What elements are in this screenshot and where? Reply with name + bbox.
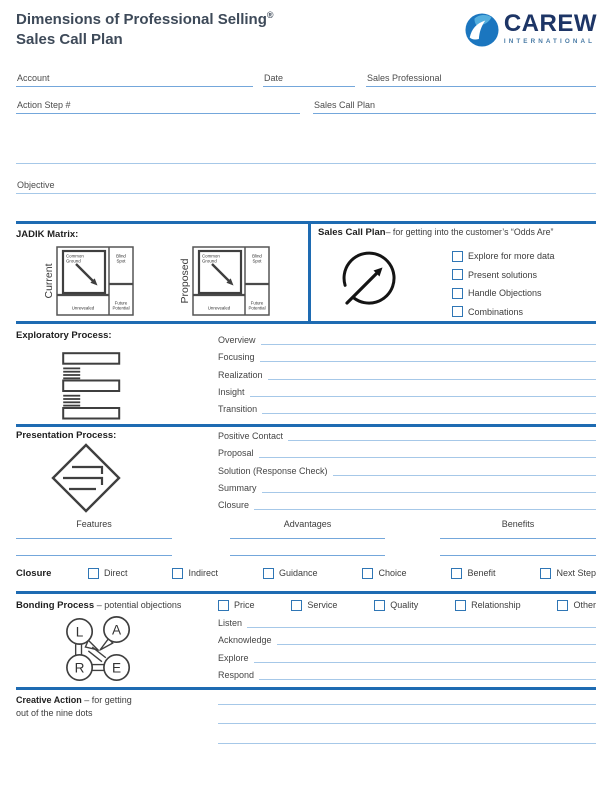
checkbox[interactable] (291, 600, 302, 611)
features-input-line[interactable] (16, 538, 172, 539)
jadik-matrix-icon (192, 246, 270, 316)
checkbox[interactable] (88, 568, 99, 579)
svg-text:Common: Common (202, 253, 220, 259)
field-row (218, 724, 596, 743)
advantages-input-line[interactable] (230, 538, 385, 539)
field-row (218, 380, 596, 397)
positive-contact-label: Positive Contact (218, 431, 284, 442)
panel-divider (308, 221, 311, 323)
brand-subtitle: INTERNATIONAL (503, 37, 596, 45)
option-present-solutions[interactable] (452, 266, 555, 285)
checkbox-label: Direct (104, 568, 128, 578)
svg-text:Unrevealed: Unrevealed (207, 305, 231, 311)
sales-call-plan-field[interactable] (313, 96, 596, 114)
exploratory-fields (218, 328, 596, 414)
svg-text:Unrevealed: Unrevealed (71, 305, 95, 311)
checkbox[interactable] (452, 251, 463, 262)
svg-text:E: E (112, 660, 122, 676)
section-divider (16, 321, 596, 324)
call-plan-heading-bold: Sales Call Plan (318, 227, 386, 238)
explore-label: Explore (218, 652, 249, 663)
option-service[interactable] (291, 600, 337, 611)
checkbox[interactable] (218, 600, 229, 611)
proposal-label: Proposal (218, 448, 254, 459)
field-row (218, 705, 596, 724)
features-input-line[interactable] (16, 555, 172, 556)
benefits-column-label: Benefits (501, 519, 535, 529)
enter-arrow-circle-icon (336, 247, 400, 311)
option-benefit[interactable] (451, 568, 495, 579)
account-field[interactable] (16, 69, 253, 87)
svg-text:Blind: Blind (116, 253, 126, 259)
svg-text:Blind: Blind (252, 253, 262, 259)
checkbox[interactable] (452, 269, 463, 280)
checkbox[interactable] (557, 600, 568, 611)
brand-name: CAREW (503, 10, 597, 37)
field-row (218, 493, 596, 510)
laer-model-icon (58, 612, 142, 686)
date-field[interactable] (263, 69, 355, 87)
bonding-heading-bold: Bonding Process (16, 599, 95, 611)
advantages-column-label: Advantages (283, 519, 332, 529)
option-direct[interactable] (88, 568, 128, 579)
features-column-label: Features (76, 519, 112, 529)
insight-label: Insight (218, 386, 245, 397)
creative-heading-bold: Creative Action (16, 695, 82, 705)
option-other[interactable] (557, 600, 596, 611)
creative-input-line[interactable] (218, 742, 596, 744)
summary-label: Summary (218, 482, 257, 493)
svg-text:Spot: Spot (116, 258, 126, 264)
option-indirect[interactable] (172, 568, 218, 579)
checkbox[interactable] (452, 306, 463, 317)
presentation-process-icon (50, 442, 122, 514)
svg-text:Common: Common (66, 253, 84, 259)
bonding-heading-rest: – potential objections (96, 599, 182, 610)
option-quality[interactable] (374, 600, 418, 611)
registered-mark: ® (266, 10, 274, 20)
checkbox[interactable] (172, 568, 183, 579)
closure-heading: Closure (16, 567, 52, 579)
jadik-heading: JADIK Matrix: (16, 229, 79, 240)
objective-label: Objective (17, 180, 55, 190)
call-plan-panel-heading (318, 227, 553, 238)
checkbox-label: Price (234, 600, 255, 610)
checkbox-label: Next Step (556, 568, 596, 578)
field-row (218, 441, 596, 458)
svg-text:Future: Future (250, 300, 264, 306)
checkbox[interactable] (455, 600, 466, 611)
field-row (218, 476, 596, 493)
option-handle-objections[interactable] (452, 284, 555, 303)
call-plan-heading-rest: – for getting into the customer’s “Odds Are” (385, 227, 554, 237)
svg-text:R: R (74, 660, 85, 676)
checkbox-label: Guidance (278, 568, 318, 578)
svg-text:Future: Future (114, 300, 128, 306)
listen-label: Listen (218, 618, 243, 629)
carew-logo-icon (465, 13, 499, 47)
benefits-input-line[interactable] (440, 538, 596, 539)
transition-input-line[interactable] (262, 412, 596, 414)
closure-field-label: Closure (218, 499, 250, 510)
svg-text:Ground: Ground (66, 258, 81, 264)
action-step-label: Action Step # (17, 100, 71, 110)
checkbox[interactable] (362, 568, 373, 579)
call-plan-options (452, 247, 555, 321)
title-line2: Sales Call Plan (16, 31, 123, 49)
solution-response-check-label: Solution (Response Check) (218, 465, 328, 476)
field-row (218, 424, 596, 441)
field-row (218, 663, 596, 680)
field-row (218, 686, 596, 705)
creative-heading-rest: – for getting (84, 695, 132, 705)
jadik-matrix-icon (56, 246, 134, 316)
svg-text:Spot: Spot (252, 258, 262, 264)
creative-heading-line2: out of the nine dots (16, 708, 93, 718)
advantages-input-line[interactable] (230, 555, 385, 556)
matrix-current-label: Current (43, 263, 55, 299)
checkbox-label: Indirect (188, 568, 218, 578)
option-combinations[interactable] (452, 303, 555, 322)
continuation-line[interactable] (16, 163, 596, 164)
field-row (218, 397, 596, 414)
transition-label: Transition (218, 403, 258, 414)
sales-call-plan-label: Sales Call Plan (314, 100, 376, 110)
svg-text:Potential: Potential (112, 305, 130, 311)
checkbox-label: Choice (378, 568, 407, 578)
checkbox-label: Present solutions (468, 269, 538, 280)
objective-field[interactable] (16, 176, 596, 194)
field-row (218, 628, 596, 645)
bonding-heading (16, 600, 218, 611)
checkbox[interactable] (451, 568, 462, 579)
date-label: Date (264, 73, 284, 83)
checkbox[interactable] (452, 288, 463, 299)
checkbox-label: Benefit (467, 568, 496, 578)
option-explore-for-more-data[interactable] (452, 247, 555, 266)
closure-row (16, 564, 596, 582)
field-row (218, 362, 596, 379)
option-relationship[interactable] (455, 600, 521, 611)
field-row (218, 611, 596, 628)
acknowledge-label: Acknowledge (218, 635, 272, 646)
checkbox[interactable] (540, 568, 551, 579)
carew-logo (465, 10, 597, 47)
checkbox[interactable] (374, 600, 385, 611)
realization-label: Realization (218, 369, 263, 380)
checkbox-label: Explore for more data (468, 251, 555, 262)
checkbox[interactable] (263, 568, 274, 579)
section-divider (16, 591, 596, 594)
bonding-fields (218, 611, 596, 680)
option-price[interactable] (218, 600, 255, 611)
matrix-proposed-label: Proposed (179, 258, 191, 304)
title-line1: Dimensions of Professional Selling (16, 11, 267, 28)
overview-label: Overview (218, 335, 256, 346)
sales-professional-label: Sales Professional (367, 73, 442, 83)
checkbox-label: Handle Objections (468, 288, 542, 299)
option-next-step[interactable] (540, 568, 596, 579)
checkbox-label: Relationship (471, 600, 521, 610)
closure-input-line[interactable] (254, 508, 596, 510)
jadik-matrix-proposed (178, 246, 270, 316)
svg-text:Potential: Potential (248, 305, 266, 311)
carew-logo-text (503, 10, 597, 45)
respond-label: Respond (218, 669, 255, 680)
checkbox-label: Service (307, 600, 338, 610)
creative-action-lines (218, 686, 596, 744)
field-row (218, 345, 596, 362)
jadik-matrix-current (42, 246, 134, 316)
option-choice[interactable] (362, 568, 406, 579)
presentation-fields (218, 424, 596, 510)
checkbox-label: Quality (390, 600, 419, 610)
svg-text:A: A (112, 622, 122, 638)
section-divider (16, 221, 596, 224)
action-step-field[interactable] (16, 96, 300, 114)
presentation-heading: Presentation Process: (16, 430, 117, 441)
creative-action-heading (16, 694, 206, 720)
benefits-input-line[interactable] (440, 555, 596, 556)
account-label: Account (17, 73, 50, 83)
field-row (218, 645, 596, 662)
sales-professional-field[interactable] (366, 69, 596, 87)
checkbox-label: Other (573, 600, 596, 610)
bonding-objections (218, 600, 596, 611)
closure-options (88, 568, 596, 579)
checkbox-label: Combinations (468, 306, 524, 317)
field-row (218, 328, 596, 345)
page-title (16, 9, 274, 51)
svg-text:Ground: Ground (202, 258, 217, 264)
svg-text:L: L (75, 624, 84, 640)
field-row (218, 458, 596, 475)
exploratory-process-icon (62, 352, 124, 422)
focusing-label: Focusing (218, 352, 255, 363)
exploratory-heading: Exploratory Process: (16, 330, 112, 341)
option-guidance[interactable] (263, 568, 318, 579)
respond-input-line[interactable] (259, 678, 596, 680)
